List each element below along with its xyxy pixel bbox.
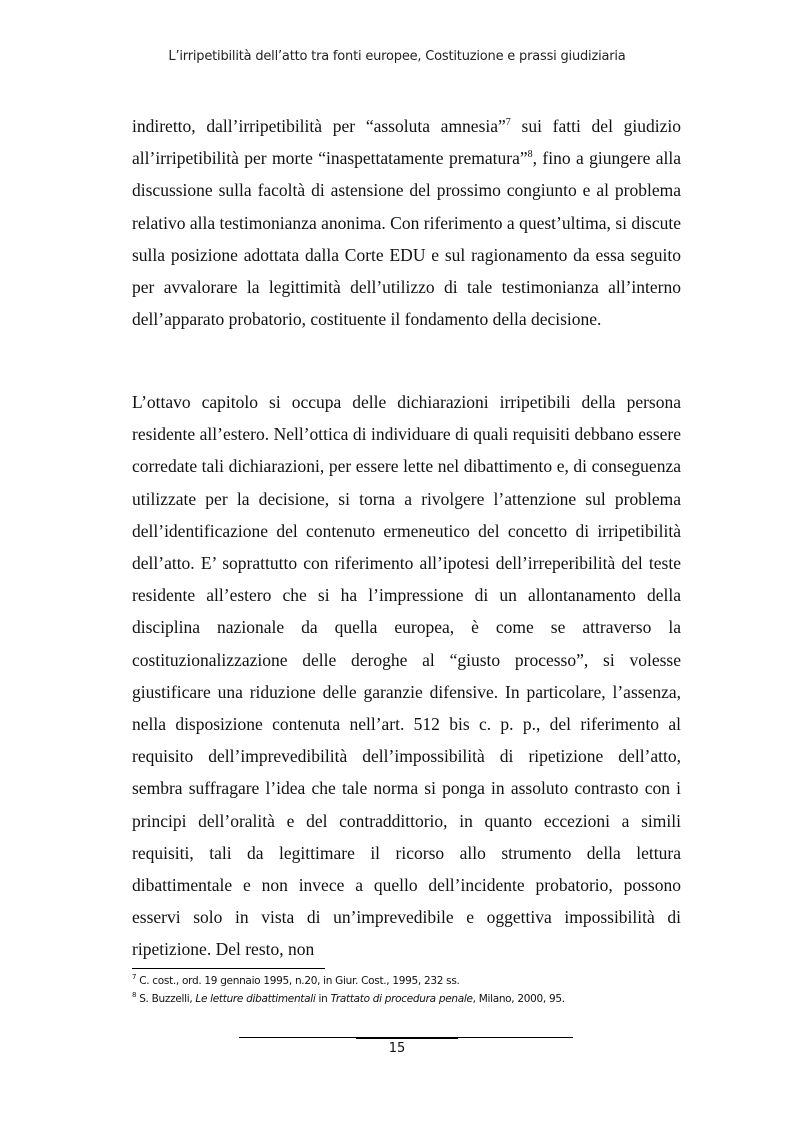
footnote-8-title: Le letture dibattimentali: [195, 993, 316, 1005]
footnote-8-publication: , Milano, 2000, 95.: [472, 993, 565, 1005]
footnote-8-work: Trattato di procedura penale: [330, 993, 473, 1005]
footnote-7: [132, 975, 692, 987]
footnote-8-author: S. Buzzelli,: [136, 993, 196, 1005]
body-paragraph-1: [132, 110, 681, 335]
page-number: 15: [388, 1041, 406, 1056]
footnote-8: [132, 993, 692, 1005]
footnote-separator: [132, 968, 325, 969]
footnote-8-mark: 8: [132, 991, 137, 999]
running-header: L’irripetibilità dell’atto tra fonti europee, Costituzione e prassi giudiziaria: [168, 49, 626, 64]
footnote-8-in: in: [315, 993, 331, 1005]
body-paragraph-2: L’ottavo capitolo si occupa delle dichiarazioni irripetibili della persona residente all’estero. Nell’ottica di individuare di quali requisiti debbano essere corredate tali dichiarazioni, per essere lette nel dibattimento e, di conseguenza utilizzate per la decisione, si torna a rivolgere l’attenzione sul problema dell’identificazione del contenuto ermeneutico del concetto di irripetibilità dell’atto. E’ soprattutto con riferimento all’ipotesi dell’irreperibilità del teste residente all’estero che si ha l’impressione di un allontanamento della disciplina nazionale da quella europea, è come se attraverso la costituzionalizzazione delle deroghe al “giusto processo”, si volesse giustificare una riduzione delle garanzie difensive. In particolare, l’assenza, nella disposizione contenuta nell’art. 512 bis c. p. p., del riferimento al requisito dell’imprevedibilità dell’impossibilità di ripetizione dell’atto, sembra suffragare l’idea che tale norma si ponga in assoluto contrasto con i principi dell’oralità e del contraddittorio, in quanto eccezioni a simili requisiti, tali da legittimare il ricorso allo strumento della lettura dibattimentale e non invece a quello dell’incidente probatorio, possono esservi solo in vista di un’imprevedibile e oggettiva impossibilità di ripetizione. Del resto, non: [132, 392, 681, 960]
paragraph-1-text-c: , fino a giungere alla discussione sulla facoltà di astensione del prossimo congiunto e al problema relativo alla testimonianza anonima. Con riferimento a quest’ultima, si discute sulla posizione adottata dalla Corte EDU e sul ragionamento da essa seguito per avvalorare la legittimità dell’utilizzo di tale testimonianza all’interno dell’apparato probatorio, costituente il fondamento della decisione.: [132, 148, 681, 330]
footnote-ref-8[interactable]: 8: [527, 149, 533, 161]
footnote-7-text: C. cost., ord. 19 gennaio 1995, n.20, in Giur. Cost., 1995, 232 ss.: [136, 975, 460, 987]
paragraph-1-text-b: sui fatti del giudizio all’irripetibilità per morte “inaspettatamente prematura”: [132, 116, 682, 169]
paragraph-1-text-a: indiretto, dall’irripetibilità per “assoluta amnesia”: [132, 116, 506, 136]
footnote-ref-7[interactable]: 7: [505, 117, 511, 128]
footer-rule-accent: [356, 1037, 458, 1039]
footnote-7-mark: 7: [132, 973, 137, 981]
